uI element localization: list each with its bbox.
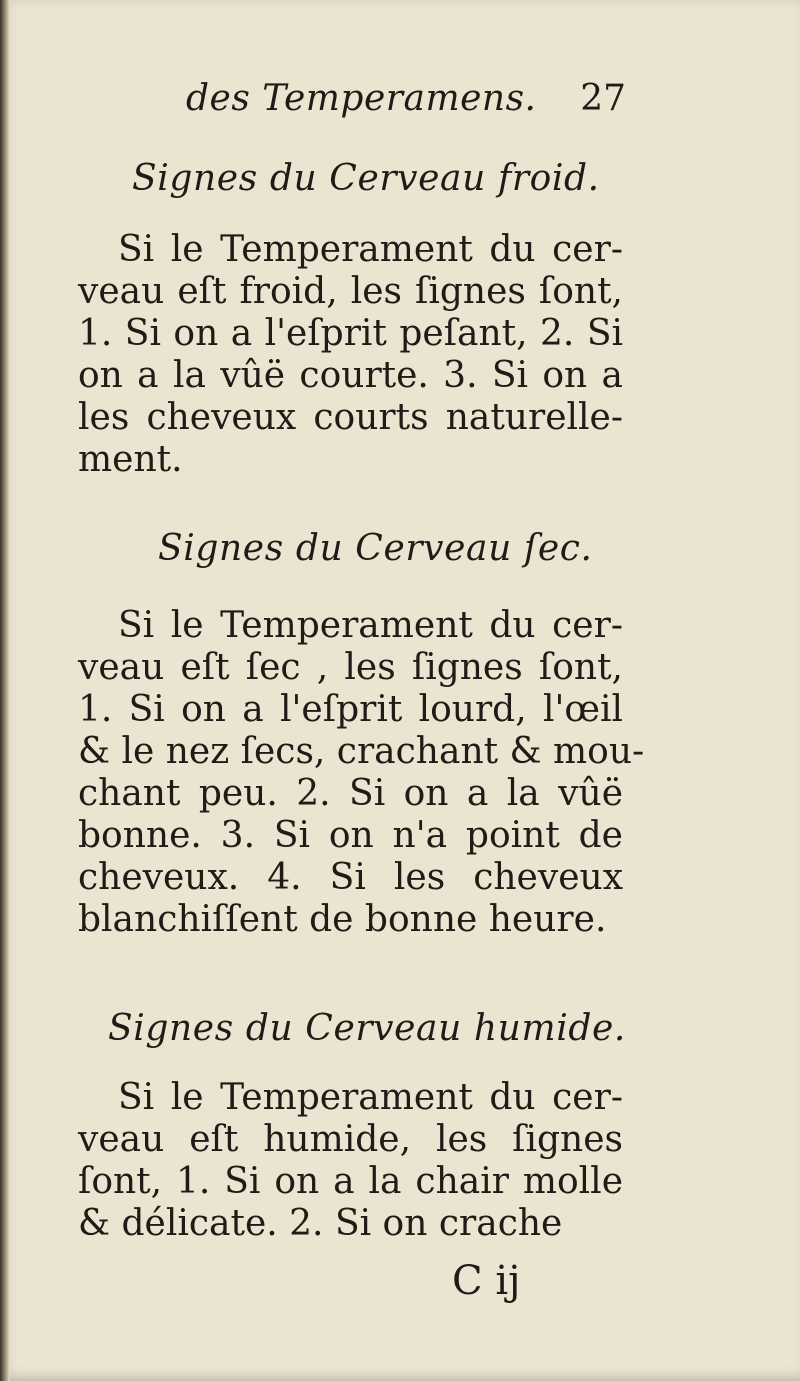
section-paragraph — [78, 605, 645, 944]
text-line: Si le Temperament du cer- — [118, 605, 623, 646]
text-line: les cheveux courts naturelle- — [78, 397, 623, 438]
text-line: & le nez ſecs, crachant & mou- — [78, 731, 645, 772]
page-header — [186, 78, 626, 126]
text-line: cheveux. 4. Si les cheveux — [78, 857, 623, 898]
text-line: chant peu. 2. Si on a la vûë — [78, 773, 623, 814]
section-heading: Signes du Cerveau humide. — [108, 1008, 626, 1049]
page-number: 27 — [580, 78, 626, 119]
text-line: blanchiſſent de bonne heure. — [78, 899, 607, 940]
text-line: 1. Si on a l'eſprit lourd, l'œil — [78, 689, 623, 730]
text-line: bonne. 3. Si on n'a point de — [78, 815, 623, 856]
text-line: on a la vûë courte. 3. Si on a — [78, 355, 623, 396]
text-line: Si le Temperament du cer- — [118, 229, 623, 270]
text-line: & délicate. 2. Si on crache — [78, 1203, 563, 1244]
section-paragraph — [78, 1077, 623, 1248]
text-line: veau eſt humide, les ſignes — [78, 1119, 623, 1160]
running-head: des Temperamens. — [186, 78, 537, 119]
text-line: veau eſt froid, les ſignes ſont, — [78, 271, 623, 312]
text-line: veau eſt ſec , les ſignes ſont, — [78, 647, 623, 688]
text-line: ment. — [78, 439, 183, 480]
page-gutter-edge — [0, 0, 10, 1381]
signature-mark: C ij — [452, 1258, 521, 1304]
text-line: ſont, 1. Si on a la chair molle — [78, 1161, 623, 1202]
section-heading: Signes du Cerveau froid. — [132, 158, 600, 199]
text-line: Si le Temperament du cer- — [118, 1077, 623, 1118]
text-line: 1. Si on a l'eſprit peſant, 2. Si — [78, 313, 623, 354]
section-heading: Signes du Cerveau ſec. — [158, 528, 593, 569]
section-paragraph — [78, 229, 623, 484]
